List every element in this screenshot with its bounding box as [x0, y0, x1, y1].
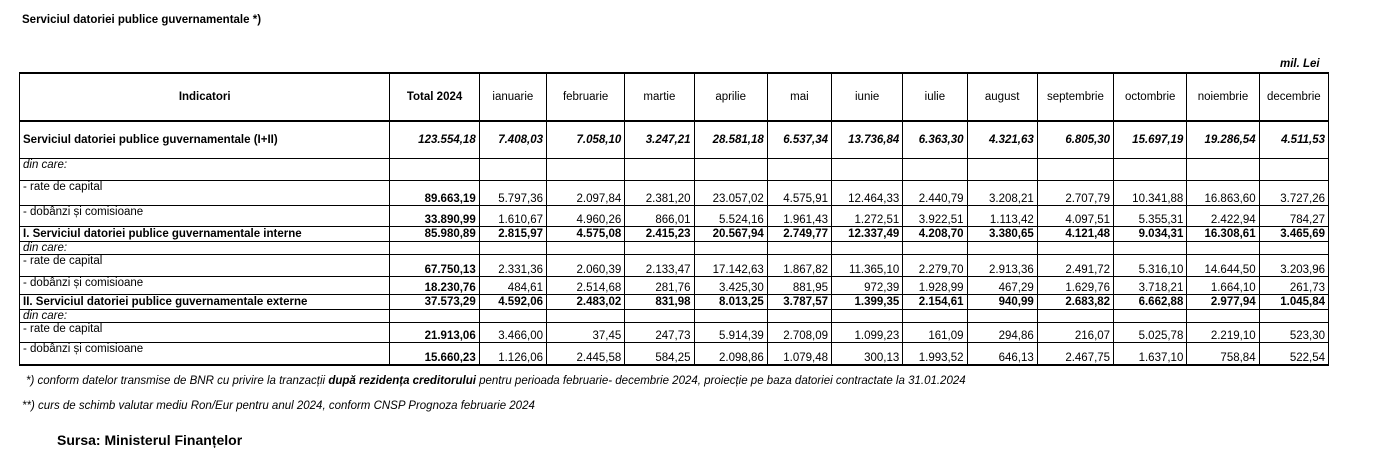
- cell-value: 11.365,10: [832, 255, 903, 277]
- header-month: octombrie: [1114, 73, 1187, 121]
- header-month: iulie: [903, 73, 967, 121]
- cell-value: 4.321,63: [967, 121, 1037, 159]
- cell-value: 2.381,20: [625, 181, 694, 206]
- table-row: [20, 121, 1329, 159]
- cell-value: 15.697,19: [1114, 121, 1187, 159]
- cell-value: 2.440,79: [903, 181, 967, 206]
- cell-value: 1.113,42: [967, 206, 1037, 227]
- cell-value: 2.913,36: [967, 255, 1037, 277]
- cell-value: 2.815,97: [479, 227, 546, 242]
- debt-service-table: [19, 72, 1329, 366]
- table-row: [20, 277, 1329, 295]
- cell-value: 1.272,51: [832, 206, 903, 227]
- cell-value: 5.914,39: [694, 323, 767, 343]
- cell-value: 523,30: [1259, 323, 1328, 343]
- cell-value: 281,76: [625, 277, 694, 295]
- din-care-label: din care:: [20, 242, 390, 255]
- cell-value: 2.514,68: [546, 277, 624, 295]
- cell-value: 2.683,82: [1037, 295, 1113, 310]
- cell-value: 2.749,77: [767, 227, 831, 242]
- cell-value: 940,99: [967, 295, 1037, 310]
- cell-value: 23.057,02: [694, 181, 767, 206]
- cell-value: 1.867,82: [767, 255, 831, 277]
- table-row: [20, 323, 1329, 343]
- cell-value: 8.013,25: [694, 295, 767, 310]
- cell-value: 4.208,70: [903, 227, 967, 242]
- cell-value: 12.464,33: [832, 181, 903, 206]
- cell-value: 6.805,30: [1037, 121, 1113, 159]
- cell-value: 67.750,13: [390, 255, 479, 277]
- cell-value: 467,29: [967, 277, 1037, 295]
- row-label: - dobânzi și comisioane: [20, 206, 390, 227]
- cell-value: 247,73: [625, 323, 694, 343]
- footnote-1-text-a: *) conform datelor transmise de BNR cu privire la tranzacții: [26, 375, 329, 387]
- cell-value: 1.099,23: [832, 323, 903, 343]
- cell-value: 5.025,78: [1114, 323, 1187, 343]
- cell-value: 2.483,02: [546, 295, 624, 310]
- source-label: Sursa: Ministerul Finanțelor: [57, 432, 243, 448]
- cell-value: 294,86: [967, 323, 1037, 343]
- cell-value: 584,25: [625, 343, 694, 365]
- cell-value: 1.928,99: [903, 277, 967, 295]
- cell-value: 1.664,10: [1187, 277, 1259, 295]
- cell-value: 972,39: [832, 277, 903, 295]
- cell-value: 2.133,47: [625, 255, 694, 277]
- row-label: - dobânzi și comisioane: [20, 343, 390, 365]
- cell-value: 16.308,61: [1187, 227, 1259, 242]
- cell-value: 2.977,94: [1187, 295, 1259, 310]
- footnote-1: [26, 375, 966, 387]
- table-row: [20, 255, 1329, 277]
- cell-value: 19.286,54: [1187, 121, 1259, 159]
- cell-value: 89.663,19: [390, 181, 479, 206]
- cell-value: 216,07: [1037, 323, 1113, 343]
- cell-value: 6.363,30: [903, 121, 967, 159]
- header-month: iunie: [832, 73, 903, 121]
- cell-value: 1.126,06: [479, 343, 546, 365]
- cell-value: 3.380,65: [967, 227, 1037, 242]
- cell-value: 1.961,43: [767, 206, 831, 227]
- header-month: martie: [625, 73, 694, 121]
- cell-value: 1.629,76: [1037, 277, 1113, 295]
- cell-value: 2.445,58: [546, 343, 624, 365]
- cell-value: 14.644,50: [1187, 255, 1259, 277]
- header-month: septembrie: [1037, 73, 1113, 121]
- row-label: Serviciul datoriei publice guvernamentale (I+II): [20, 121, 390, 159]
- cell-value: 18.230,76: [390, 277, 479, 295]
- table-row: [20, 206, 1329, 227]
- header-month: ianuarie: [479, 73, 546, 121]
- cell-value: 831,98: [625, 295, 694, 310]
- cell-value: 16.863,60: [1187, 181, 1259, 206]
- table-row: [20, 159, 1329, 181]
- header-indicatori: Indicatori: [20, 73, 390, 121]
- table-row: [20, 310, 1329, 323]
- footnote-1-text-c: pentru perioada februarie- decembrie 2024, proiecție pe baza datoriei contractate la 31.01.2024: [475, 375, 966, 387]
- cell-value: 3.466,00: [479, 323, 546, 343]
- cell-value: 1.993,52: [903, 343, 967, 365]
- table-header-row: [20, 73, 1329, 121]
- row-label: I. Serviciul datoriei publice guvernamentale interne: [20, 227, 390, 242]
- cell-value: 2.708,09: [767, 323, 831, 343]
- cell-value: 85.980,89: [390, 227, 479, 242]
- cell-value: 37.573,29: [390, 295, 479, 310]
- cell-value: 3.718,21: [1114, 277, 1187, 295]
- cell-value: 3.727,26: [1259, 181, 1328, 206]
- footnote-1-emphasis: după rezidența creditorului: [328, 375, 476, 387]
- cell-value: 2.219,10: [1187, 323, 1259, 343]
- header-month: februarie: [546, 73, 624, 121]
- header-month: decembrie: [1259, 73, 1328, 121]
- cell-value: 3.465,69: [1259, 227, 1328, 242]
- cell-value: 866,01: [625, 206, 694, 227]
- cell-value: 2.331,36: [479, 255, 546, 277]
- cell-value: 21.913,06: [390, 323, 479, 343]
- cell-value: 1.610,67: [479, 206, 546, 227]
- cell-value: 33.890,99: [390, 206, 479, 227]
- cell-value: 5.524,16: [694, 206, 767, 227]
- row-label: II. Serviciul datoriei publice guvernamentale externe: [20, 295, 390, 310]
- cell-value: 3.787,57: [767, 295, 831, 310]
- cell-value: 4.575,91: [767, 181, 831, 206]
- footnote-2: **) curs de schimb valutar mediu Ron/Eur pentru anul 2024, conform CNSP Prognoza februarie 2024: [22, 400, 535, 412]
- cell-value: 1.045,84: [1259, 295, 1328, 310]
- cell-value: 2.415,23: [625, 227, 694, 242]
- cell-value: 784,27: [1259, 206, 1328, 227]
- cell-value: 2.422,94: [1187, 206, 1259, 227]
- cell-value: 4.575,08: [546, 227, 624, 242]
- cell-value: 17.142,63: [694, 255, 767, 277]
- cell-value: 5.797,36: [479, 181, 546, 206]
- cell-value: 3.425,30: [694, 277, 767, 295]
- cell-value: 2.154,61: [903, 295, 967, 310]
- cell-value: 3.922,51: [903, 206, 967, 227]
- row-label: - rate de capital: [20, 323, 390, 343]
- cell-value: 9.034,31: [1114, 227, 1187, 242]
- cell-value: 123.554,18: [390, 121, 479, 159]
- cell-value: 2.060,39: [546, 255, 624, 277]
- header-month: mai: [767, 73, 831, 121]
- cell-value: 3.247,21: [625, 121, 694, 159]
- cell-value: 28.581,18: [694, 121, 767, 159]
- table-row: [20, 181, 1329, 206]
- cell-value: 20.567,94: [694, 227, 767, 242]
- row-label: - rate de capital: [20, 181, 390, 206]
- cell-value: 758,84: [1187, 343, 1259, 365]
- table-row: [20, 227, 1329, 242]
- header-total: Total 2024: [390, 73, 479, 121]
- cell-value: 646,13: [967, 343, 1037, 365]
- cell-value: 4.121,48: [1037, 227, 1113, 242]
- cell-value: 1.079,48: [767, 343, 831, 365]
- row-label: - dobânzi și comisioane: [20, 277, 390, 295]
- cell-value: 3.208,21: [967, 181, 1037, 206]
- cell-value: 4.097,51: [1037, 206, 1113, 227]
- cell-value: 300,13: [832, 343, 903, 365]
- cell-value: 7.408,03: [479, 121, 546, 159]
- din-care-label: din care:: [20, 159, 390, 181]
- cell-value: 4.592,06: [479, 295, 546, 310]
- cell-value: 261,73: [1259, 277, 1328, 295]
- cell-value: 161,09: [903, 323, 967, 343]
- table-row: [20, 242, 1329, 255]
- cell-value: 37,45: [546, 323, 624, 343]
- cell-value: 2.279,70: [903, 255, 967, 277]
- cell-value: 1.637,10: [1114, 343, 1187, 365]
- cell-value: 2.097,84: [546, 181, 624, 206]
- header-month: aprilie: [694, 73, 767, 121]
- cell-value: 4.511,53: [1259, 121, 1328, 159]
- cell-value: 2.491,72: [1037, 255, 1113, 277]
- cell-value: 6.662,88: [1114, 295, 1187, 310]
- cell-value: 4.960,26: [546, 206, 624, 227]
- cell-value: 5.355,31: [1114, 206, 1187, 227]
- cell-value: 484,61: [479, 277, 546, 295]
- cell-value: 3.203,96: [1259, 255, 1328, 277]
- cell-value: 12.337,49: [832, 227, 903, 242]
- table-row: [20, 343, 1329, 365]
- header-month: august: [967, 73, 1037, 121]
- cell-value: 1.399,35: [832, 295, 903, 310]
- table-row: [20, 295, 1329, 310]
- cell-value: 522,54: [1259, 343, 1328, 365]
- cell-value: 5.316,10: [1114, 255, 1187, 277]
- cell-value: 881,95: [767, 277, 831, 295]
- cell-value: 15.660,23: [390, 343, 479, 365]
- cell-value: 10.341,88: [1114, 181, 1187, 206]
- row-label: - rate de capital: [20, 255, 390, 277]
- din-care-label: din care:: [20, 310, 390, 323]
- cell-value: 2.098,86: [694, 343, 767, 365]
- cell-value: 2.707,79: [1037, 181, 1113, 206]
- unit-label: mil. Lei: [1280, 58, 1320, 70]
- cell-value: 7.058,10: [546, 121, 624, 159]
- cell-value: 13.736,84: [832, 121, 903, 159]
- cell-value: 2.467,75: [1037, 343, 1113, 365]
- header-month: noiembrie: [1187, 73, 1259, 121]
- cell-value: 6.537,34: [767, 121, 831, 159]
- page-title: Serviciul datoriei publice guvernamentale *): [22, 14, 262, 26]
